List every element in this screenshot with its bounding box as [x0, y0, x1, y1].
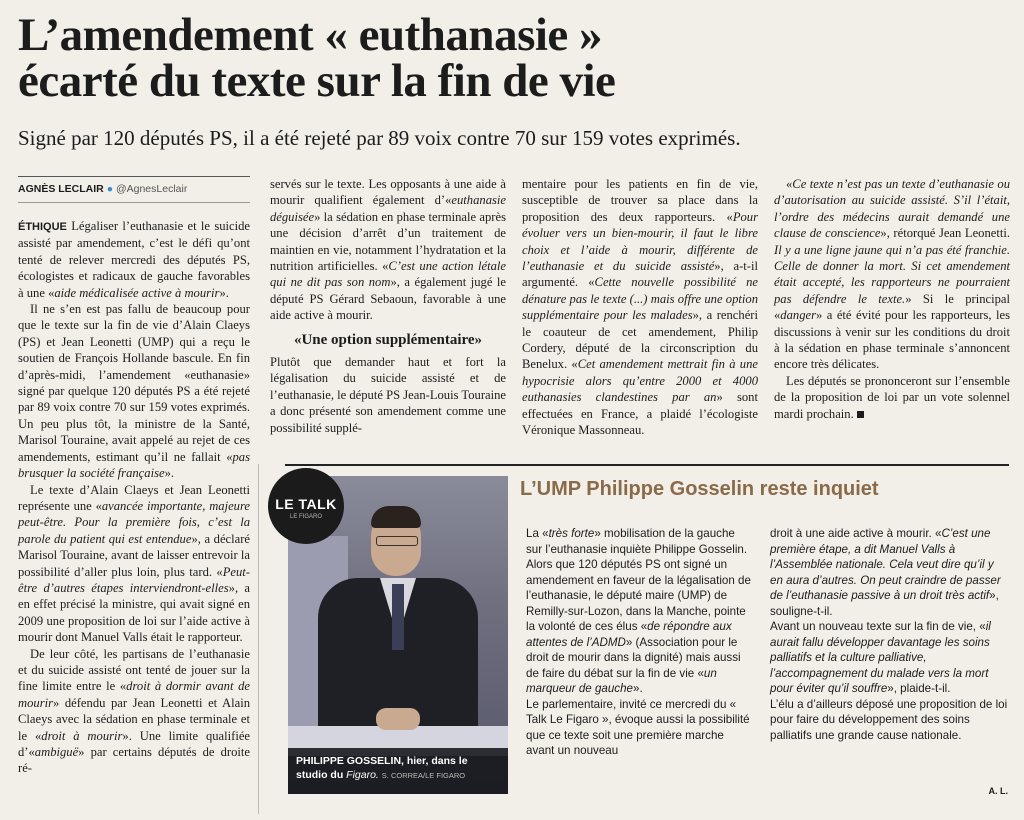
caption-text: PHILIPPE GOSSELIN, hier, dans le studio du [296, 755, 468, 781]
byline-rule-bottom [18, 202, 250, 203]
sidebar-headline: L’UMP Philippe Gosselin reste inquiet [520, 478, 879, 500]
sidebar-rule [285, 464, 1009, 466]
paragraph: «Ce texte n’est pas un texte d’euthanasie ou d’autorisation au suicide assisté. S’il l’était, l’ordre des médecins aurait demandé une clause de conscience», rétorqué Jean Leonetti. Il y a une ligne jaune qui n’a pas été franchie. Celle de donner la mort. Si cet amendement était accepté, les rapporteurs ne pourraient pas défendre le texte.» Si le principal «danger» a été évité pour les rapporteurs, les discussions à venir sur les conditions du droit à la sédation en phase terminale s’annoncent encore très délicates. [774, 177, 1010, 372]
byline [18, 183, 258, 195]
article-column-2 [270, 176, 506, 436]
sidebar-column-1 [526, 526, 752, 759]
headline-line-2: écarté du texte sur la fin de vie [18, 55, 616, 107]
subheading: «Une option supplémentaire» [293, 331, 483, 348]
column-divider [258, 464, 259, 814]
paragraph: La «très forte» mobilisation de la gauche sur l’euthanasie inquiète Philippe Gosselin. Alors que 120 députés PS ont signé un amendement en faveur de la légalisation de l’euthanasie, le député maire (UMP) de Remilly-sur-Lozon, dans la Manche, pointe la volonté de ces élus «de répondre aux attentes de l’ADMD» (Association pour le droit de mourir dans la dignité) mais aussi de faire du débat sur la fin de vie «un marqueur de gauche». [526, 527, 751, 695]
paragraph: Il ne s’en est pas fallu de beaucoup pour que le texte sur la fin de vie d’Alain Claeys (PS) et Jean Leonetti (UMP) qui a reçu le soutien de François Hollande bascule. En fin d’après-midi, l’amendement «euthanasie» signé par quelque 120 députés PS a été rejeté par 89 voix contre 70 sur 159 votes exprimés. Un peu plus tôt, la ministre de la Santé, Marisol Touraine, avait appelé au rejet de ces amendements, estimant qu’il ne fallait «pas brusquer la société française». [18, 302, 250, 481]
paragraph: L’élu a d’ailleurs déposé une proposition de loi pour faire du développement des soins palliatifs une grande cause nationale. [770, 697, 1008, 742]
sidebar-column-2 [770, 526, 1008, 743]
paragraph: Les députés se prononceront sur l’ensemble de la proposition de loi par un vote solennel mardi prochain. [774, 373, 1010, 421]
twitter-icon: ● [106, 183, 114, 195]
headline-line-1: L’amendement « euthanasie » [18, 9, 603, 61]
paragraph: De leur côté, les partisans de l’euthanasie et du suicide assisté ont tenté de jouer sur la fine limite entre le «droit à dormir avant de mourir» défendu par Jean Leonetti et Alain Claeys avec la sédation en phase terminale et le «droit à mourir». Une limite qualifiée d’«ambiguë» par certains députés de droite ré- [18, 646, 250, 776]
badge-title: LE TALK [275, 496, 337, 512]
standfirst: Signé par 120 députés PS, il a été rejeté par 89 voix contre 70 sur 159 votes exprimés. [18, 126, 741, 150]
paragraph: ÉTHIQUE Légaliser l’euthanasie et le suicide assisté par amendement, c’est le défi qu’ont tenté de relever mercredi des députés PS, écologistes et radicaux de gauche favorables à une «aide médicalisée active à mourir». [18, 219, 250, 300]
byline-author: AGNÈS LECLAIR [18, 183, 104, 195]
article-column-4 [774, 176, 1010, 422]
paragraph: Plutôt que demander haut et fort la légalisation du suicide assisté et de l’euthanasie, le député PS Jean-Louis Touraine a donc présenté son amendement comme une possibilité supplé- [270, 355, 507, 435]
badge-subtitle: LE FIGARO [289, 514, 322, 520]
paragraph: droit à une aide active à mourir. «C’est une première étape, a dit Manuel Valls à l’Assemblée nationale. Cela veut dire qu’il y en aura d’autres. On peut craindre de passer de l’euthanasie passive à un droit très actif», souligne-t-il. [770, 527, 1001, 618]
kicker: ÉTHIQUE [18, 221, 67, 233]
byline-twitter[interactable]: @AgnesLeclair [115, 183, 188, 195]
headline [18, 9, 1008, 107]
paragraph: servés sur le texte. Les opposants à une aide à mourir qualifient également d’«euthanasie déguisée» la sédation en phase terminale après une décision d’arrêt d’un traitement de maintien en vie, notamment l’hydratation et la nutrition artificielles. «C’est une action létale qui ne dit pas son nom», a également jugé le député PS Gérard Sebaoun, favorable à une aide active à mourir. [270, 177, 506, 323]
byline-rule [18, 176, 250, 177]
paragraph: mentaire pour les patients en fin de vie, susceptible de trouver sa place dans la proposition des deux rapporteurs. «Pour évoluer vers un bien-mourir, il faut le libre choix et l’aide à mourir, différente de l’euthanasie et du suicide assisté», a-t-il argumenté. «Cette nouvelle possibilité ne dénature pas le texte (...) mais offre une option supplémentaire pour les malades», a renchéri le coauteur de cet amendement, Philip Cordery, député de la circonscription du Benelux. «Cet amendement mettrait fin à une hypocrisie alors qu’entre 2000 et 4000 euthanasies clandestines par an» sont effectuées en France, a plaidé l’écologiste Véronique Massonneau. [522, 177, 758, 438]
author-initials: A. L. [988, 786, 1008, 796]
le-talk-logo [268, 468, 344, 544]
end-mark-icon [857, 411, 864, 418]
article-column-3 [522, 176, 758, 439]
photo-credit: S. CORREA/LE FIGARO [381, 771, 466, 780]
article-column-1 [18, 218, 250, 777]
photo-caption: PHILIPPE GOSSELIN, hier, dans le studio du Figaro. S. CORREA/LE FIGARO [288, 748, 508, 794]
paragraph: Le texte d’Alain Claeys et Jean Leonetti représente une «avancée importante, majeure peut-être. Pour la première fois, c’est la parole du patient qui est entendue», a déclaré Marisol Touraine, avant de laisser entrevoir la possibilité d’aller plus loin, plus tard. «Peut-être d’autres étapes interviendront-elles», a en effet précisé la ministre, qui avait signé en 2009 une proposition de loi sur l’aide active à mourir dont Manuel Valls était le rapporteur. [18, 482, 251, 645]
paragraph: Le parlementaire, invité ce mercredi du « Talk Le Figaro », évoque aussi la possibilité que ce texte soit une première marche avant un nouveau [526, 697, 750, 757]
paragraph: Avant un nouveau texte sur la fin de vie, «il aurait fallu développer davantage les soins palliatifs et la culture palliative, l’accompagnement du malade vers la mort pour éviter qu’il souffre», plaide-t-il. [770, 620, 991, 695]
